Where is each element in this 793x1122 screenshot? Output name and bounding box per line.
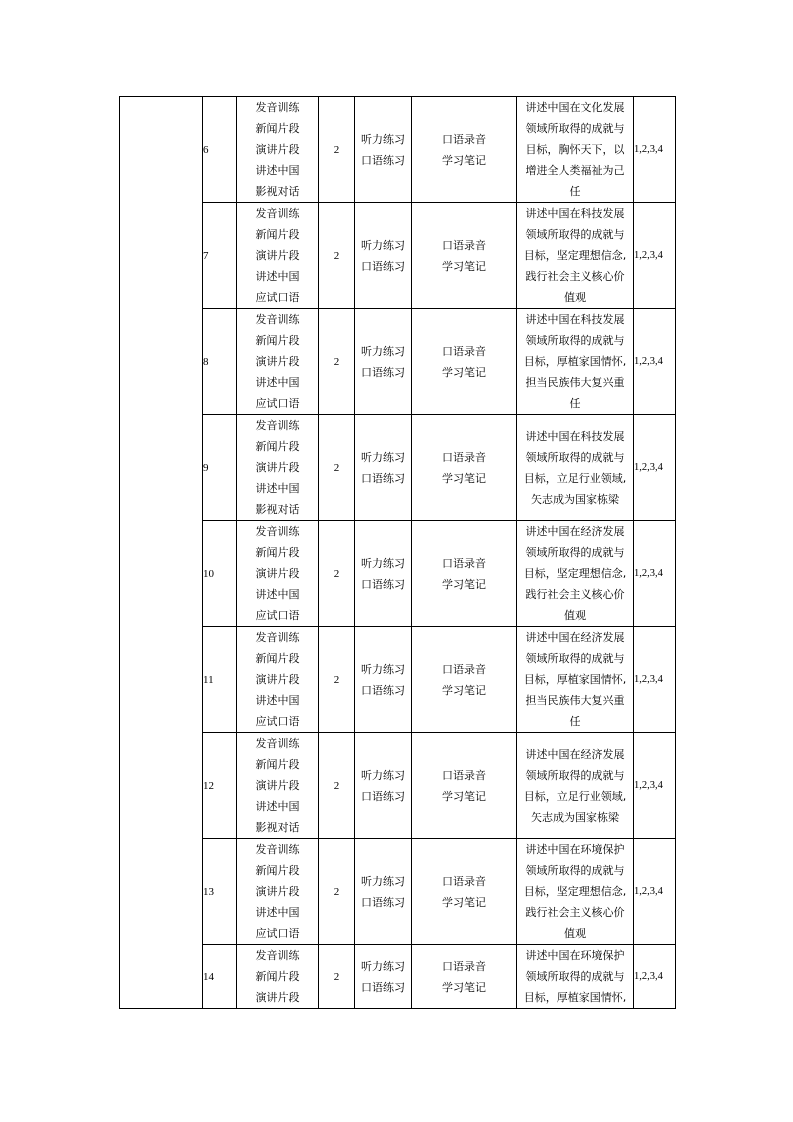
week-number: 13 <box>203 839 237 945</box>
ideological-goal-line: 讲述中国在经济发展 <box>525 631 625 644</box>
teaching-content-line: 演讲片段 <box>255 885 300 898</box>
teaching-method-line: 口语练习 <box>361 683 405 697</box>
teaching-content-line: 应试口语 <box>255 397 300 410</box>
ideological-goal-line: 任 <box>569 715 581 728</box>
teaching-method-line: 听力练习 <box>361 450 405 464</box>
teaching-method-line: 口语练习 <box>361 471 405 485</box>
assessment-method-line: 学习笔记 <box>442 471 486 485</box>
teaching-content-line: 讲述中国 <box>255 482 300 495</box>
week-number: 14 <box>203 945 237 1009</box>
teaching-content-line: 发音训练 <box>255 737 300 750</box>
ideological-goal-line: 担当民族伟大复兴重 <box>525 694 625 707</box>
assessment-method <box>412 97 517 203</box>
assessment-method-line: 口语录音 <box>442 874 486 888</box>
teaching-content-line: 演讲片段 <box>255 567 300 580</box>
week-number: 7 <box>203 203 237 309</box>
ideological-goal-line: 践行社会主义核心价 <box>525 906 625 919</box>
teaching-method <box>355 521 412 627</box>
ideological-goal-line: 目标，厚植家国情怀, <box>523 991 627 1004</box>
teaching-content-line: 新闻片段 <box>255 546 300 559</box>
teaching-method-line: 口语练习 <box>361 980 405 994</box>
teaching-content-line: 应试口语 <box>255 927 300 940</box>
week-number: 12 <box>203 733 237 839</box>
course-objectives: 1,2,3,4 <box>634 733 676 839</box>
week-number: 6 <box>203 97 237 203</box>
assessment-method <box>412 733 517 839</box>
ideological-goal-line: 领域所取得的成就与 <box>525 450 625 464</box>
class-hours: 2 <box>319 309 355 415</box>
teaching-content-line: 应试口语 <box>255 291 300 304</box>
ideological-goal-line: 领域所取得的成就与 <box>525 970 625 983</box>
ideological-goal-line: 践行社会主义核心价 <box>525 588 625 601</box>
ideological-goal-line: 目标，坚定理想信念, <box>523 885 627 898</box>
ideological-goal-line: 讲述中国在文化发展 <box>525 101 625 114</box>
assessment-method-line: 口语录音 <box>442 768 486 782</box>
teaching-content <box>237 97 319 203</box>
ideological-goal <box>517 945 634 1009</box>
ideological-goal-line: 矢志成为国家栋梁 <box>531 810 619 824</box>
table-row <box>120 521 676 627</box>
teaching-method <box>355 97 412 203</box>
ideological-goal-line: 任 <box>569 185 581 198</box>
teaching-content-line: 讲述中国 <box>255 906 300 919</box>
teaching-content-line: 影视对话 <box>255 821 300 834</box>
assessment-method-line: 学习笔记 <box>442 789 486 803</box>
teaching-content <box>237 733 319 839</box>
teaching-content-line: 新闻片段 <box>255 970 300 983</box>
assessment-method-line: 口语录音 <box>442 132 486 146</box>
ideological-goal-line: 目标，立足行业领域, <box>523 789 627 803</box>
ideological-goal-line: 值观 <box>564 609 586 622</box>
course-objectives: 1,2,3,4 <box>634 97 676 203</box>
assessment-method-line: 学习笔记 <box>442 259 486 273</box>
teaching-content-line: 发音训练 <box>255 207 300 220</box>
class-hours: 2 <box>319 733 355 839</box>
teaching-content-line: 新闻片段 <box>255 122 300 135</box>
teaching-method-line: 口语练习 <box>361 259 405 273</box>
teaching-content-line: 讲述中国 <box>255 376 300 389</box>
assessment-method <box>412 945 517 1009</box>
class-hours: 2 <box>319 203 355 309</box>
ideological-goal <box>517 839 634 945</box>
teaching-content-line: 演讲片段 <box>255 461 300 474</box>
teaching-content-line: 新闻片段 <box>255 440 300 453</box>
assessment-method-line: 口语录音 <box>442 662 486 676</box>
teaching-method-line: 口语练习 <box>361 365 405 379</box>
ideological-goal-line: 讲述中国在环境保护 <box>525 843 625 856</box>
course-schedule-table <box>119 96 676 1009</box>
teaching-method-line: 听力练习 <box>361 556 405 570</box>
teaching-content <box>237 415 319 521</box>
course-objectives: 1,2,3,4 <box>634 627 676 733</box>
ideological-goal-line: 目标，厚植家国情怀, <box>523 673 627 686</box>
teaching-content-line: 新闻片段 <box>255 228 300 241</box>
ideological-goal-line: 践行社会主义核心价 <box>525 270 625 283</box>
ideological-goal <box>517 521 634 627</box>
ideological-goal-line: 讲述中国在环境保护 <box>525 949 625 962</box>
ideological-goal <box>517 627 634 733</box>
ideological-goal-line: 增进全人类福祉为己 <box>525 164 625 177</box>
ideological-goal-line: 领域所取得的成就与 <box>525 652 625 665</box>
ideological-goal <box>517 203 634 309</box>
course-objectives: 1,2,3,4 <box>634 415 676 521</box>
teaching-method-line: 听力练习 <box>361 132 405 146</box>
class-hours: 2 <box>319 839 355 945</box>
teaching-content-line: 新闻片段 <box>255 864 300 877</box>
teaching-content <box>237 627 319 733</box>
teaching-content <box>237 309 319 415</box>
teaching-method-line: 听力练习 <box>361 874 405 888</box>
teaching-content <box>237 521 319 627</box>
ideological-goal <box>517 97 634 203</box>
ideological-goal-line: 领域所取得的成就与 <box>525 122 625 135</box>
ideological-goal <box>517 415 634 521</box>
table-row <box>120 627 676 733</box>
teaching-content-line: 演讲片段 <box>255 991 300 1004</box>
ideological-goal-line: 担当民族伟大复兴重 <box>525 376 625 389</box>
teaching-content-line: 演讲片段 <box>255 355 300 368</box>
teaching-content-line: 讲述中国 <box>255 164 300 177</box>
week-number: 9 <box>203 415 237 521</box>
ideological-goal-line: 领域所取得的成就与 <box>525 768 625 782</box>
teaching-method-line: 口语练习 <box>361 789 405 803</box>
week-number: 10 <box>203 521 237 627</box>
course-objectives: 1,2,3,4 <box>634 839 676 945</box>
assessment-method-line: 学习笔记 <box>442 980 486 994</box>
teaching-method-line: 听力练习 <box>361 768 405 782</box>
week-number: 8 <box>203 309 237 415</box>
table-row <box>120 415 676 521</box>
table-row <box>120 839 676 945</box>
table-row <box>120 309 676 415</box>
teaching-method <box>355 945 412 1009</box>
teaching-content-line: 新闻片段 <box>255 758 300 771</box>
teaching-content-line: 发音训练 <box>255 313 300 326</box>
teaching-content <box>237 945 319 1009</box>
ideological-goal-line: 讲述中国在经济发展 <box>525 525 625 538</box>
teaching-content-line: 讲述中国 <box>255 588 300 601</box>
class-hours: 2 <box>319 415 355 521</box>
ideological-goal-line: 目标，厚植家国情怀, <box>523 355 627 368</box>
teaching-content-line: 发音训练 <box>255 631 300 644</box>
teaching-content-line: 发音训练 <box>255 525 300 538</box>
teaching-method <box>355 839 412 945</box>
assessment-method <box>412 627 517 733</box>
ideological-goal-line: 领域所取得的成就与 <box>525 864 625 877</box>
table-row <box>120 733 676 839</box>
teaching-content-line: 讲述中国 <box>255 800 300 813</box>
teaching-method <box>355 733 412 839</box>
ideological-goal-line: 讲述中国在科技发展 <box>525 313 625 326</box>
teaching-method-line: 听力练习 <box>361 238 405 252</box>
ideological-goal-line: 目标，坚定理想信念, <box>523 249 627 262</box>
ideological-goal-line: 目标，坚定理想信念, <box>523 567 627 580</box>
table-body <box>120 97 676 1009</box>
assessment-method-line: 口语录音 <box>442 344 486 358</box>
ideological-goal-line: 讲述中国在科技发展 <box>525 207 625 220</box>
ideological-goal-line: 矢志成为国家栋梁 <box>531 492 619 506</box>
ideological-goal-line: 值观 <box>564 927 586 940</box>
class-hours: 2 <box>319 627 355 733</box>
teaching-content-line: 新闻片段 <box>255 334 300 347</box>
week-number: 11 <box>203 627 237 733</box>
teaching-method <box>355 203 412 309</box>
table-row <box>120 945 676 1009</box>
teaching-method <box>355 627 412 733</box>
teaching-content-line: 应试口语 <box>255 715 300 728</box>
ideological-goal-line: 领域所取得的成就与 <box>525 228 625 241</box>
teaching-method-line: 听力练习 <box>361 662 405 676</box>
ideological-goal-line: 目标，立足行业领域, <box>523 471 627 485</box>
merged-module-cell <box>120 97 203 1009</box>
ideological-goal <box>517 733 634 839</box>
ideological-goal-line: 值观 <box>564 291 586 304</box>
ideological-goal-line: 讲述中国在经济发展 <box>525 747 625 761</box>
assessment-method-line: 口语录音 <box>442 450 486 464</box>
course-objectives: 1,2,3,4 <box>634 521 676 627</box>
assessment-method <box>412 309 517 415</box>
teaching-content-line: 演讲片段 <box>255 673 300 686</box>
teaching-content-line: 演讲片段 <box>255 249 300 262</box>
assessment-method-line: 口语录音 <box>442 556 486 570</box>
teaching-content-line: 演讲片段 <box>255 143 300 156</box>
ideological-goal-line: 领域所取得的成就与 <box>525 546 625 559</box>
teaching-method-line: 口语练习 <box>361 895 405 909</box>
teaching-content-line: 应试口语 <box>255 609 300 622</box>
assessment-method <box>412 415 517 521</box>
course-objectives: 1,2,3,4 <box>634 945 676 1009</box>
teaching-content-line: 讲述中国 <box>255 694 300 707</box>
ideological-goal-line: 任 <box>569 397 581 410</box>
assessment-method <box>412 203 517 309</box>
teaching-method-line: 听力练习 <box>361 959 405 973</box>
class-hours: 2 <box>319 521 355 627</box>
teaching-method-line: 口语练习 <box>361 153 405 167</box>
assessment-method <box>412 839 517 945</box>
teaching-content-line: 发音训练 <box>255 843 300 856</box>
teaching-method <box>355 415 412 521</box>
teaching-method-line: 听力练习 <box>361 344 405 358</box>
class-hours: 2 <box>319 97 355 203</box>
assessment-method-line: 学习笔记 <box>442 577 486 591</box>
ideological-goal-line: 讲述中国在科技发展 <box>525 429 625 443</box>
assessment-method <box>412 521 517 627</box>
assessment-method-line: 学习笔记 <box>442 153 486 167</box>
course-objectives: 1,2,3,4 <box>634 309 676 415</box>
teaching-content-line: 影视对话 <box>255 503 300 516</box>
course-objectives: 1,2,3,4 <box>634 203 676 309</box>
assessment-method-line: 学习笔记 <box>442 365 486 379</box>
class-hours: 2 <box>319 945 355 1009</box>
teaching-method <box>355 309 412 415</box>
teaching-content <box>237 839 319 945</box>
teaching-content-line: 讲述中国 <box>255 270 300 283</box>
assessment-method-line: 口语录音 <box>442 959 486 973</box>
assessment-method-line: 口语录音 <box>442 238 486 252</box>
teaching-content <box>237 203 319 309</box>
assessment-method-line: 学习笔记 <box>442 895 486 909</box>
teaching-content-line: 发音训练 <box>255 419 300 432</box>
teaching-content-line: 发音训练 <box>255 949 300 962</box>
teaching-content-line: 发音训练 <box>255 101 300 114</box>
teaching-content-line: 影视对话 <box>255 185 300 198</box>
assessment-method-line: 学习笔记 <box>442 683 486 697</box>
teaching-method-line: 口语练习 <box>361 577 405 591</box>
teaching-content-line: 新闻片段 <box>255 652 300 665</box>
table-row <box>120 203 676 309</box>
ideological-goal-line: 领域所取得的成就与 <box>525 334 625 347</box>
table-row <box>120 97 676 203</box>
teaching-content-line: 演讲片段 <box>255 779 300 792</box>
ideological-goal-line: 目标，胸怀天下，以 <box>525 143 625 156</box>
ideological-goal <box>517 309 634 415</box>
